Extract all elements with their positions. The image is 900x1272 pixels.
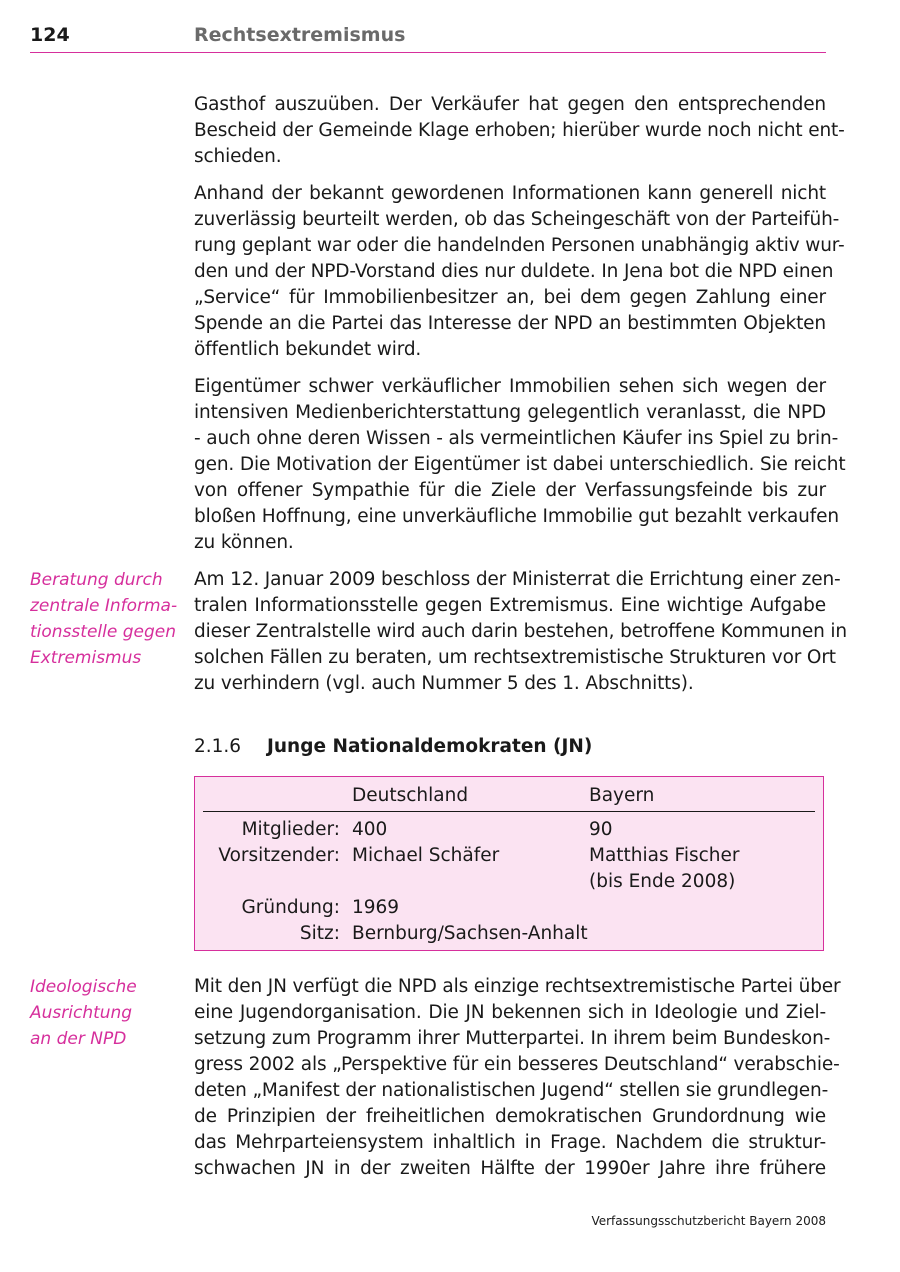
text-line: dieser Zentralstelle wird auch darin bestehen, betroffene Kommunen in (194, 621, 847, 642)
organization-info-box (194, 776, 824, 951)
text-line: zu verhindern (vgl. auch Nummer 5 des 1. Abschnitts). (194, 673, 694, 694)
text-line: Spende an die Partei das Interesse der NPD an bestimmten Objekten (194, 313, 826, 334)
paragraph-3 (194, 374, 846, 556)
text-line: Gasthof auszuüben. Der Verkäufer hat gegen den entsprechenden (194, 94, 826, 115)
members-bayern: 90 (589, 819, 613, 840)
page-header (30, 22, 826, 53)
paragraph-2 (194, 181, 845, 363)
chair-bayern: Matthias Fischer (589, 845, 740, 866)
margin-note-line: zentrale Informa- (30, 596, 178, 616)
text-line: Anhand der bekannt gewordenen Informationen kann generell nicht (194, 183, 826, 204)
founded-deutschland: 1969 (352, 897, 400, 918)
text-line: Am 12. Januar 2009 beschloss der Ministerrat die Errichtung einer zen- (194, 569, 841, 590)
text-line: Mit den JN verfügt die NPD als einzige rechtsextremistische Partei über (194, 976, 841, 997)
margin-note-line: Ideologische (30, 977, 137, 997)
text-line: „Service“ für Immobilienbesitzer an, bei dem gegen Zahlung einer (194, 287, 826, 308)
column-header-bayern: Bayern (589, 785, 655, 806)
margin-note-line: Beratung durch (30, 570, 163, 590)
text-line: das Mehrparteiensystem inhaltlich in Frage. Nachdem die struktur- (194, 1132, 826, 1153)
margin-note-ideologie (30, 974, 180, 1052)
row-label-gruendung: Gründung: (241, 897, 340, 918)
row-label-vorsitzender: Vorsitzender: (218, 845, 340, 866)
text-line: intensiven Medienberichterstattung gelegentlich veranlasst, die NPD (194, 402, 826, 423)
subsection-title: Junge Nationaldemokraten (JN) (267, 736, 593, 757)
running-title: Rechtsextremismus (194, 24, 406, 46)
subsection-heading (194, 736, 592, 757)
margin-note-line: Ausrichtung (30, 1003, 133, 1023)
text-line: den und der NPD-Vorstand dies nur duldete. In Jena bot die NPD einen (194, 261, 834, 282)
text-line: eine Jugendorganisation. Die JN bekennen sich in Ideologie und Ziel- (194, 1002, 826, 1023)
members-deutschland: 400 (352, 819, 388, 840)
table-rule (203, 811, 815, 812)
text-line: Eigentümer schwer verkäuflicher Immobilien sehen sich wegen der (194, 376, 826, 397)
chair-deutschland: Michael Schäfer (352, 845, 500, 866)
page-footer: Verfassungsschutzbericht Bayern 2008 (591, 1214, 826, 1228)
margin-note-line: Extremismus (30, 648, 142, 668)
text-line: tralen Informationsstelle gegen Extremismus. Eine wichtige Aufgabe (194, 595, 826, 616)
text-line: solchen Fällen zu beraten, um rechtsextremistische Strukturen vor Ort (194, 647, 836, 668)
text-line: öffentlich bekundet wird. (194, 339, 422, 360)
paragraph-1 (194, 92, 845, 170)
text-line: gress 2002 als „Perspektive für ein besseres Deutschland“ verabschie- (194, 1054, 840, 1075)
text-line: gen. Die Motivation der Eigentümer ist dabei unterschiedlich. Sie reicht (194, 454, 846, 475)
text-line: zu können. (194, 532, 294, 553)
margin-note-line: an der NPD (30, 1029, 127, 1049)
paragraph-4 (194, 567, 847, 697)
text-line: rung geplant war oder die handelnden Personen unabhängig aktiv wur- (194, 235, 845, 256)
text-line: bloßen Hoffnung, eine unverkäufliche Immobilie gut bezahlt verkaufen (194, 506, 839, 527)
row-label-mitglieder: Mitglieder: (241, 819, 340, 840)
margin-note-line: tionsstelle gegen (30, 622, 176, 642)
margin-note-beratung (30, 567, 180, 671)
text-line: zuverlässig beurteilt werden, ob das Scheingeschäft von der Parteifüh- (194, 209, 840, 230)
text-line: de Prinzipien der freiheitlichen demokratischen Grundordnung wie (194, 1106, 826, 1127)
text-line: Bescheid der Gemeinde Klage erhoben; hierüber wurde noch nicht ent- (194, 120, 845, 141)
text-line: von offener Sympathie für die Ziele der Verfassungsfeinde bis zur (194, 480, 826, 501)
text-line: deten „Manifest der nationalistischen Jugend“ stellen sie grundlegen- (194, 1080, 829, 1101)
text-line: setzung zum Programm ihrer Mutterpartei. In ihrem beim Bundeskon- (194, 1028, 831, 1049)
seat-deutschland: Bernburg/Sachsen-Anhalt (352, 923, 588, 944)
row-label-sitz: Sitz: (299, 923, 340, 944)
text-line: schieden. (194, 146, 282, 167)
subsection-number: 2.1.6 (194, 736, 242, 757)
page-number: 124 (30, 24, 70, 46)
chair-bayern-note: (bis Ende 2008) (589, 871, 736, 892)
text-line: - auch ohne deren Wissen - als vermeintlichen Käufer ins Spiel zu brin- (194, 428, 839, 449)
text-line: schwachen JN in der zweiten Hälfte der 1990er Jahre ihre frühere (194, 1158, 826, 1179)
column-header-deutschland: Deutschland (352, 785, 469, 806)
paragraph-5 (194, 974, 841, 1182)
